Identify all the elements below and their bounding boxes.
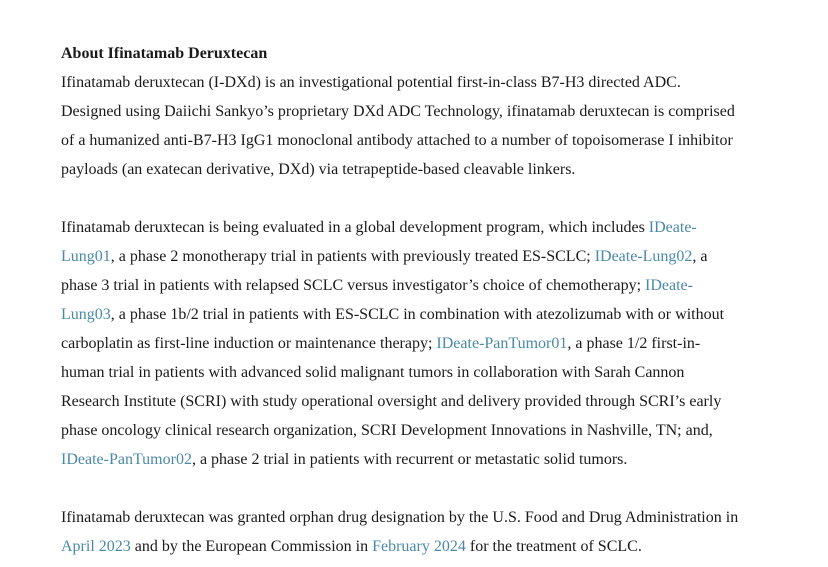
program-line-1 [61, 213, 801, 242]
orphan-line-2 [61, 532, 801, 561]
link-ideate-pantumor02[interactable]: IDeate-PanTumor02 [61, 451, 192, 468]
paragraph-gap [61, 184, 801, 213]
orphan-designation-paragraph [61, 503, 801, 561]
program-line-8: phase oncology clinical research organization, SCRI Development Innovations in Nashville, TN; and, [61, 422, 713, 439]
program-line-2 [61, 242, 801, 271]
intro-line-3: of a humanized anti-B7-H3 IgG1 monoclonal antibody attached to a number of topoisomerase I inhibitor [61, 132, 733, 149]
intro-line-4: payloads (an exatecan derivative, DXd) via tetrapeptide-based cleavable linkers. [61, 161, 576, 178]
intro-paragraph [61, 68, 801, 184]
text-segment: , a phase 2 trial in patients with recurrent or metastatic solid tumors. [191, 451, 628, 468]
link-february-2024[interactable]: February 2024 [372, 538, 466, 555]
link-ideate-lung01[interactable]: IDeate- [648, 219, 697, 236]
program-line-5 [61, 329, 801, 358]
orphan-line-1: Ifinatamab deruxtecan was granted orphan drug designation by the U.S. Food and Drug Administration in [61, 509, 739, 526]
paragraph-gap [61, 474, 801, 503]
text-segment: for the treatment of SCLC. [465, 538, 642, 555]
link-ideate-lung02[interactable]: IDeate-Lung02 [594, 248, 693, 265]
link-ideate-lung03[interactable]: IDeate- [645, 277, 693, 294]
link-april-2023[interactable]: April 2023 [61, 538, 131, 555]
text-segment: , a phase 1/2 first-in- [567, 335, 701, 352]
link-ideate-pantumor01[interactable]: IDeate-PanTumor01 [436, 335, 568, 352]
text-segment: Ifinatamab deruxtecan is being evaluated in a global development program, which includes [61, 219, 649, 236]
text-segment: carboplatin as first-line induction or maintenance therapy; [61, 335, 437, 352]
intro-line-1: Ifinatamab deruxtecan (I-DXd) is an investigational potential first-in-class B7-H3 directed ADC. [61, 74, 681, 91]
program-line-7: Research Institute (SCRI) with study operational oversight and delivery provided through SCRI’s early [61, 393, 722, 410]
document-page [61, 39, 801, 561]
link-ideate-lung01-cont[interactable]: Lung01 [61, 248, 111, 265]
text-segment: and by the European Commission in [130, 538, 373, 555]
link-ideate-lung03-cont[interactable]: Lung03 [61, 306, 111, 323]
section-heading: About Ifinatamab Deruxtecan [61, 45, 268, 62]
text-segment: , a phase 1b/2 trial in patients with ES-SCLC in combination with atezolizumab with or without [110, 306, 725, 323]
intro-line-2: Designed using Daiichi Sankyo’s proprietary DXd ADC Technology, ifinatamab deruxtecan is comprised [61, 103, 735, 120]
text-segment: , a phase 2 monotherapy trial in patients with previously treated ES-SCLC; [110, 248, 595, 265]
program-line-4 [61, 300, 801, 329]
program-line-9 [61, 445, 801, 474]
text-segment: , a [692, 248, 708, 265]
program-line-6: human trial in patients with advanced solid malignant tumors in collaboration with Sarah Cannon [61, 364, 685, 381]
program-line-3 [61, 271, 801, 300]
text-segment: phase 3 trial in patients with relapsed SCLC versus investigator’s choice of chemotherapy; [61, 277, 646, 294]
program-paragraph [61, 213, 801, 474]
